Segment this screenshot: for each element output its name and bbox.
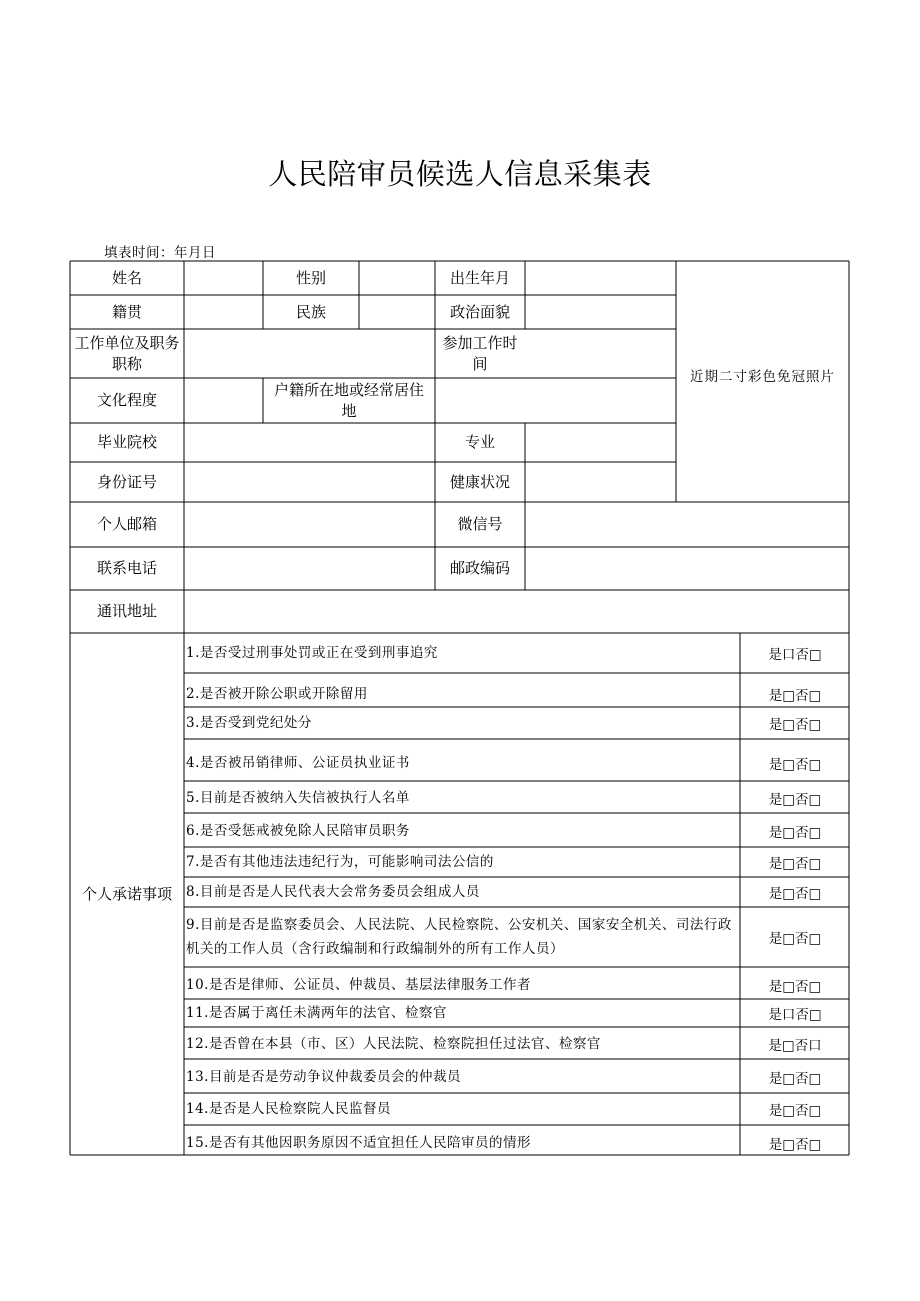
commitment-item-13: 13.目前是否是劳动争议仲裁委员会的仲裁员 [186, 1069, 461, 1085]
residence-input[interactable] [436, 379, 675, 422]
label-postcode: 邮政编码 [449, 559, 510, 577]
work-start-input[interactable] [526, 330, 675, 377]
commitment-options-4[interactable]: 是□否□ [768, 757, 822, 773]
name-input[interactable] [185, 262, 262, 294]
commitment-item-1: 1.是否受过刑事处罚或正在受到刑事追究 [186, 645, 438, 661]
label-commitments: 个人承诺事项 [81, 884, 172, 903]
gender-input[interactable] [360, 262, 434, 294]
photo-placeholder[interactable]: 近期二寸彩色免冠照片 [690, 369, 835, 385]
commitment-options-12[interactable]: 是□否口 [768, 1038, 822, 1054]
commitment-options-3[interactable]: 是□否□ [768, 717, 822, 733]
label-residence: 户籍所在地或经常居住地 [273, 380, 424, 420]
birth-input[interactable] [526, 262, 675, 294]
address-input[interactable] [185, 591, 848, 632]
commitment-item-11: 11.是否属于离任未满两年的法官、检察官 [186, 1005, 447, 1021]
postcode-input[interactable] [526, 548, 848, 589]
commitment-options-9[interactable]: 是□否□ [768, 931, 822, 947]
education-input[interactable] [185, 379, 262, 422]
health-input[interactable] [526, 463, 675, 501]
school-input[interactable] [185, 424, 434, 461]
label-email: 个人邮箱 [96, 515, 157, 533]
email-input[interactable] [185, 503, 434, 546]
commitment-item-3: 3.是否受到党纪处分 [186, 715, 312, 731]
label-address: 通讯地址 [96, 602, 157, 620]
commitment-item-14: 14.是否是人民检察院人民监督员 [186, 1101, 391, 1117]
ethnicity-input[interactable] [360, 296, 434, 328]
commitment-item-5: 5.目前是否被纳入失信被执行人名单 [186, 790, 410, 806]
origin-input[interactable] [185, 296, 262, 328]
label-major: 专业 [464, 433, 495, 451]
label-health: 健康状况 [449, 472, 510, 491]
label-phone: 联系电话 [96, 559, 157, 577]
label-name: 姓名 [111, 268, 142, 287]
phone-input[interactable] [185, 548, 434, 589]
id-number-input[interactable] [185, 463, 434, 501]
work-unit-input[interactable] [185, 330, 434, 377]
commitment-item-6: 6.是否受惩戒被免除人民陪审员职务 [186, 823, 410, 839]
label-work-unit: 工作单位及职务职称 [74, 333, 180, 373]
commitment-options-5[interactable]: 是□否□ [768, 792, 822, 808]
fill-time: 填表时间：年月日 [104, 245, 216, 261]
label-education: 文化程度 [96, 391, 157, 409]
commitment-item-2: 2.是否被开除公职或开除留用 [186, 686, 368, 702]
major-input[interactable] [526, 424, 675, 461]
label-school: 毕业院校 [96, 433, 157, 451]
commitment-options-7[interactable]: 是□否□ [768, 856, 822, 872]
commitment-options-10[interactable]: 是□否□ [768, 979, 822, 995]
label-origin: 籍贯 [111, 302, 142, 321]
commitment-options-14[interactable]: 是□否□ [768, 1103, 822, 1119]
commitment-item-12: 12.是否曾在本县（市、区）人民法院、检察院担任过法官、检察官 [186, 1036, 601, 1052]
label-birth: 出生年月 [449, 268, 510, 287]
commitment-options-13[interactable]: 是□否□ [768, 1071, 822, 1087]
commitment-item-4: 4.是否被吊销律师、公证员执业证书 [186, 755, 410, 771]
commitment-options-6[interactable]: 是□否□ [768, 825, 822, 841]
commitment-item-10: 10.是否是律师、公证员、仲裁员、基层法律服务工作者 [186, 977, 531, 993]
commitment-options-1[interactable]: 是口否□ [768, 647, 822, 663]
commitment-options-2[interactable]: 是□否□ [768, 688, 822, 704]
label-ethnicity: 民族 [295, 302, 326, 321]
commitment-item-15: 15.是否有其他因职务原因不适宜担任人民陪审员的情形 [186, 1135, 531, 1151]
label-work-start: 参加工作时间 [442, 333, 518, 373]
label-political: 政治面貌 [449, 302, 510, 321]
commitment-options-8[interactable]: 是□否□ [768, 886, 822, 902]
commitment-options-15[interactable]: 是□否□ [768, 1137, 822, 1153]
label-id-number: 身份证号 [96, 472, 157, 491]
label-gender: 性别 [295, 268, 326, 287]
wechat-input[interactable] [526, 503, 848, 546]
commitment-item-8: 8.目前是否是人民代表大会常务委员会组成人员 [186, 884, 480, 900]
commitment-options-11[interactable]: 是口否□ [768, 1007, 822, 1023]
political-input[interactable] [526, 296, 675, 328]
commitment-item-7: 7.是否有其他违法违纪行为，可能影响司法公信的 [186, 854, 494, 870]
page-title: 人民陪审员候选人信息采集表 [268, 157, 652, 191]
commitment-item-9: 9.目前是否是监察委员会、人民法院、人民检察院、公安机关、国家安全机关、司法行政机关的工作人员（含行政编制和行政编制外的所有工作人员） [186, 917, 732, 957]
label-wechat: 微信号 [457, 515, 503, 533]
